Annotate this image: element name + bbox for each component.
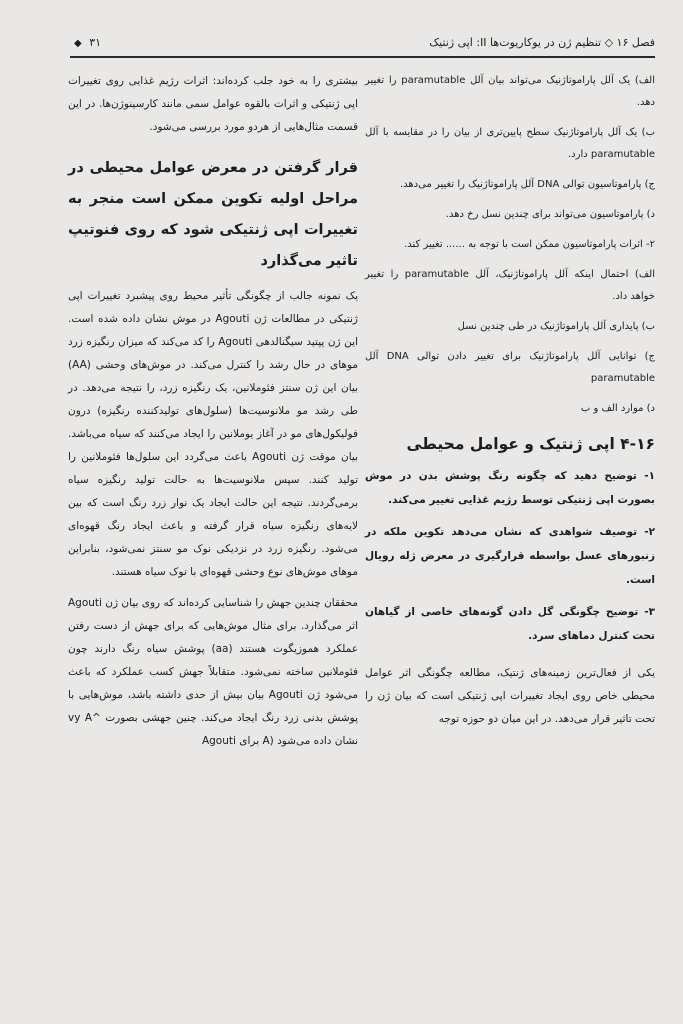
page-number-value: ۳۱: [89, 36, 102, 49]
option-a: الف) یک آلل پارامو‌تاژنیک می‌تواند بیان آلل paramutable را تغییر دهد.: [365, 75, 656, 108]
learning-objective-1: ۱- توضیح دهید که چگونه رنگ پوشش بدن در موش بصورت اپی ژنتیکی توسط رژیم غذایی تغییر می‌کند.: [365, 470, 655, 506]
chapter-title: فصل ۱۶ ◇ تنظیم ژن در یوکاریوت‌ها II: اپی ژنتیک: [429, 36, 655, 49]
q2-option-a: الف) احتمال اینکه آلل پارامو‌تاژنیک، آلل paramutable را تغییر خواهد داد.: [365, 269, 655, 302]
body-paragraph-1: یک نمونه جالب از چگونگی تأثیر محیط روی پیشبرد تغییرات اپی ژنتیکی در مطالعات ژن Agouti در موش نشان داده شده است. این ژن پپتید سیگنالدهی Agouti را کد می‌کند که میزان رنگیزه زرد موهای در حال رشد را کنترل می‌کند. در موش‌های وحشی (AA) بیان این ژن سنتز فئوملانین، یک رنگیزه زرد، را نتیجه می‌دهد. در طی رشد مو ملانوسیت‌ها (سلول‌های تولیدکننده رنگیزه) درون فولیکول‌های مو در آغاز یوملانین را ایجاد می‌کنند که سیاه می‌باشد. بیان موقت ژن Agouti باعث می‌گردد این سلول‌ها فئوملانین را تولید کنند. سپس ملانوسیت‌ها به حالت تولید رنگیزه سیاه برمی‌گردند. نتیجه این حالت ایجاد یک نوار زرد رنگ است که بین لایه‌های رنگیزه سیاه قرار گرفته و باعث ایجاد رنگ قهوه‌ای می‌شود. رنگیزه زرد در نزدیکی نوک مو سنتز نمی‌شود، بنابراین موهای موش‌های نوع وحشی قهوه‌ای با نوک سیاه هستند.: [68, 290, 359, 578]
closing-paragraph: یکی از فعال‌ترین زمینه‌های ژنتیک، مطالعه چگونگی اثر عوامل محیطی خاص روی ایجاد تغییرات اپی ژنتیکی است که بیان ژن را تحت تاثیر قرار می‌دهد. در این میان دو حوزه توجه: [365, 667, 655, 725]
subsection-heading: قرار گرفتن در معرض عوامل محیطی در مراحل اولیه تکوین ممکن است منجر به تغییرات اپی ژنتیکی شود که روی فنوتیپ تاثیر می‌گذارد: [68, 160, 358, 269]
question-2: ۲- اثرات پارامو‌تاسیون ممکن است با توجه به ...... تغییر کند.: [404, 239, 655, 250]
q2-option-b: ب) پایداری آلل پارامو‌تاژنیک در طی چندین نسل: [457, 321, 655, 332]
body-paragraph-2: محققان چندین جهش را شناسایی کرده‌اند که روی بیان ژن Agouti اثر می‌گذارد. برای مثال موش‌هایی که برای جهش از دست رفتن عملکرد هموزیگوت هستند (aa) پوشش سیاه رنگ دارند چون فئوملانین ساخته نمی‌شود. متقابلاً جهش کسب عملکرد که باعث می‌شود ژن Agouti بیان بیش از حدی داشته باشد، موش‌هایی با پوشش بدنی زرد رنگ ایجاد می‌کند. چنین جهشی بصورت ^vy A نشان داده می‌شود (A برای Agouti: [68, 597, 358, 747]
section-heading: ۴-۱۶ اپی ژنتیک و عوامل محیطی: [406, 435, 655, 453]
q2-option-c: ج) توانایی آلل پارامو‌تاژنیک برای تغییر دادن توالی DNA آلل paramutable: [365, 351, 656, 384]
learning-objective-2: ۲- توصیف شواهدی که نشان می‌دهد تکوین ملکه در زنبورهای عسل بواسطه قرارگیری در معرض ژله رویال است.: [365, 526, 655, 586]
intro-paragraph: بیشتری را به خود جلب کرده‌اند: اثرات رژیم غذایی روی تغییرات اپی ژنتیکی و اثرات بالقوه عوامل سمی مانند کارسینوژن‌ها. در این قسمت مثال‌هایی از هردو مورد بررسی می‌شود.: [68, 75, 358, 133]
option-d: د) پارامو‌تاسیون می‌تواند برای چندین نسل رخ دهد.: [445, 209, 655, 220]
diamond-icon: ◆: [74, 38, 82, 49]
q2-option-d: د) موارد الف و ب: [580, 403, 655, 414]
page-number: [70, 32, 101, 55]
left-column: [68, 70, 358, 753]
right-column: [365, 70, 655, 731]
option-b: ب) یک آلل پارامو‌تاژنیک سطح پایین‌تری از بیان را در مقایسه با آلل paramutable دارد.: [365, 127, 655, 160]
option-c: ج) پارامو‌تاسیون توالی DNA آلل پارامو‌تاژنیک را تغییر می‌دهد.: [399, 179, 655, 190]
running-header: [70, 32, 655, 58]
learning-objective-3: ۳- توضیح چگونگی گل دادن گونه‌های خاصی از گیاهان تحت کنترل دماهای سرد.: [365, 606, 655, 642]
